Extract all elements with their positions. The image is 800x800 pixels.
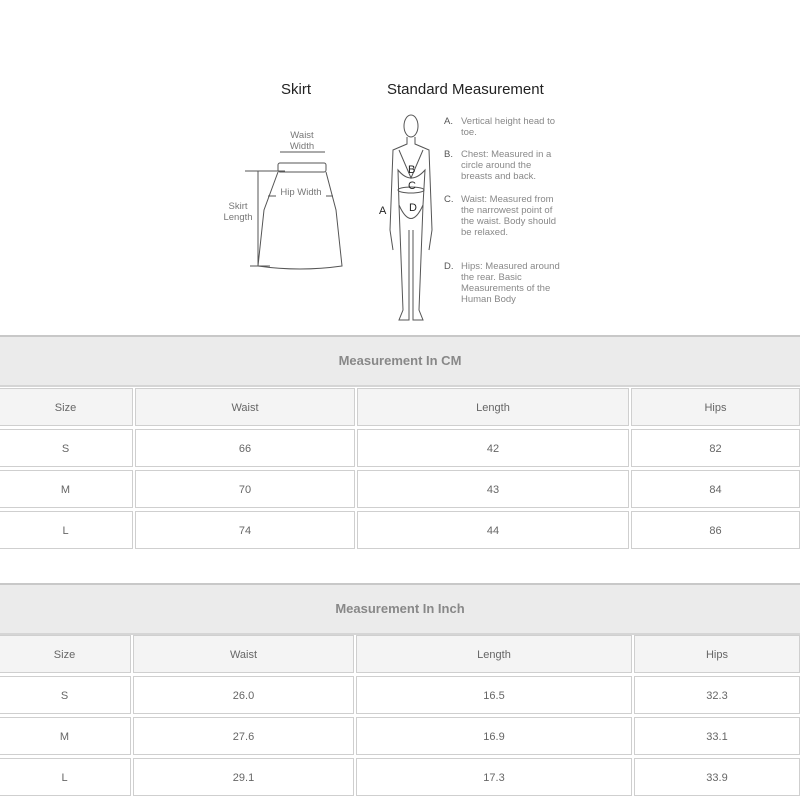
skirt-diagram-icon [240,140,360,275]
description-key: D. [444,261,454,272]
skirt-length-label: Skirt Length [223,201,253,223]
description-c [444,194,564,252]
cell-length: 17.3 [356,758,632,796]
skirt-title: Skirt [281,81,311,98]
description-key: A. [444,116,453,127]
body-label-c: C [408,180,416,192]
cell-waist: 29.1 [133,758,354,796]
cell-waist: 27.6 [133,717,354,755]
header-length: Length [356,635,632,673]
body-label-a: A [379,205,387,217]
cell-hips: 82 [631,429,800,467]
cell-waist: 74 [135,511,355,549]
cell-size: M [0,470,133,508]
cm-table-title: Measurement In CM [0,335,800,387]
inch-table-title: Measurement In Inch [0,583,800,635]
cell-size: L [0,511,133,549]
cell-hips: 33.1 [634,717,800,755]
table-row [0,429,800,469]
waist-width-label: Waist Width [289,130,315,152]
header-hips: Hips [631,388,800,426]
body-label-d: D [409,202,417,214]
cell-hips: 86 [631,511,800,549]
cell-waist: 26.0 [133,676,354,714]
description-d [444,261,564,309]
hip-width-label: Hip Width [276,187,326,198]
cell-length: 16.5 [356,676,632,714]
description-b [444,149,564,185]
table-header-row [0,635,800,675]
header-size: Size [0,635,131,673]
description-text: Vertical height head to toe. [461,116,556,138]
header-hips: Hips [634,635,800,673]
table-row [0,717,800,757]
description-text: Hips: Measured around the rear. Basic Measurements of the Human Body [461,261,560,305]
header-length: Length [357,388,629,426]
cell-size: S [0,429,133,467]
cell-length: 42 [357,429,629,467]
table-row [0,758,800,798]
cell-size: M [0,717,131,755]
header-waist: Waist [133,635,354,673]
description-text: Waist: Measured from the narrowest point of the waist. Body should be relaxed. [461,194,557,238]
description-a [444,116,564,140]
table-row [0,470,800,510]
cell-size: S [0,676,131,714]
table-row [0,676,800,716]
cell-length: 44 [357,511,629,549]
description-text: Chest: Measured in a circle around the breasts and back. [461,149,552,182]
cell-hips: 84 [631,470,800,508]
table-row [0,511,800,551]
body-figure-icon [385,110,445,328]
cell-waist: 70 [135,470,355,508]
description-key: B. [444,149,453,160]
cell-length: 16.9 [356,717,632,755]
header-waist: Waist [135,388,355,426]
body-label-b: B [408,164,416,176]
header-size: Size [0,388,133,426]
table-header-row [0,388,800,428]
cell-waist: 66 [135,429,355,467]
cell-hips: 33.9 [634,758,800,796]
description-key: C. [444,194,454,205]
standard-measurement-title: Standard Measurement [387,81,544,98]
cell-size: L [0,758,131,796]
cell-length: 43 [357,470,629,508]
cell-hips: 32.3 [634,676,800,714]
